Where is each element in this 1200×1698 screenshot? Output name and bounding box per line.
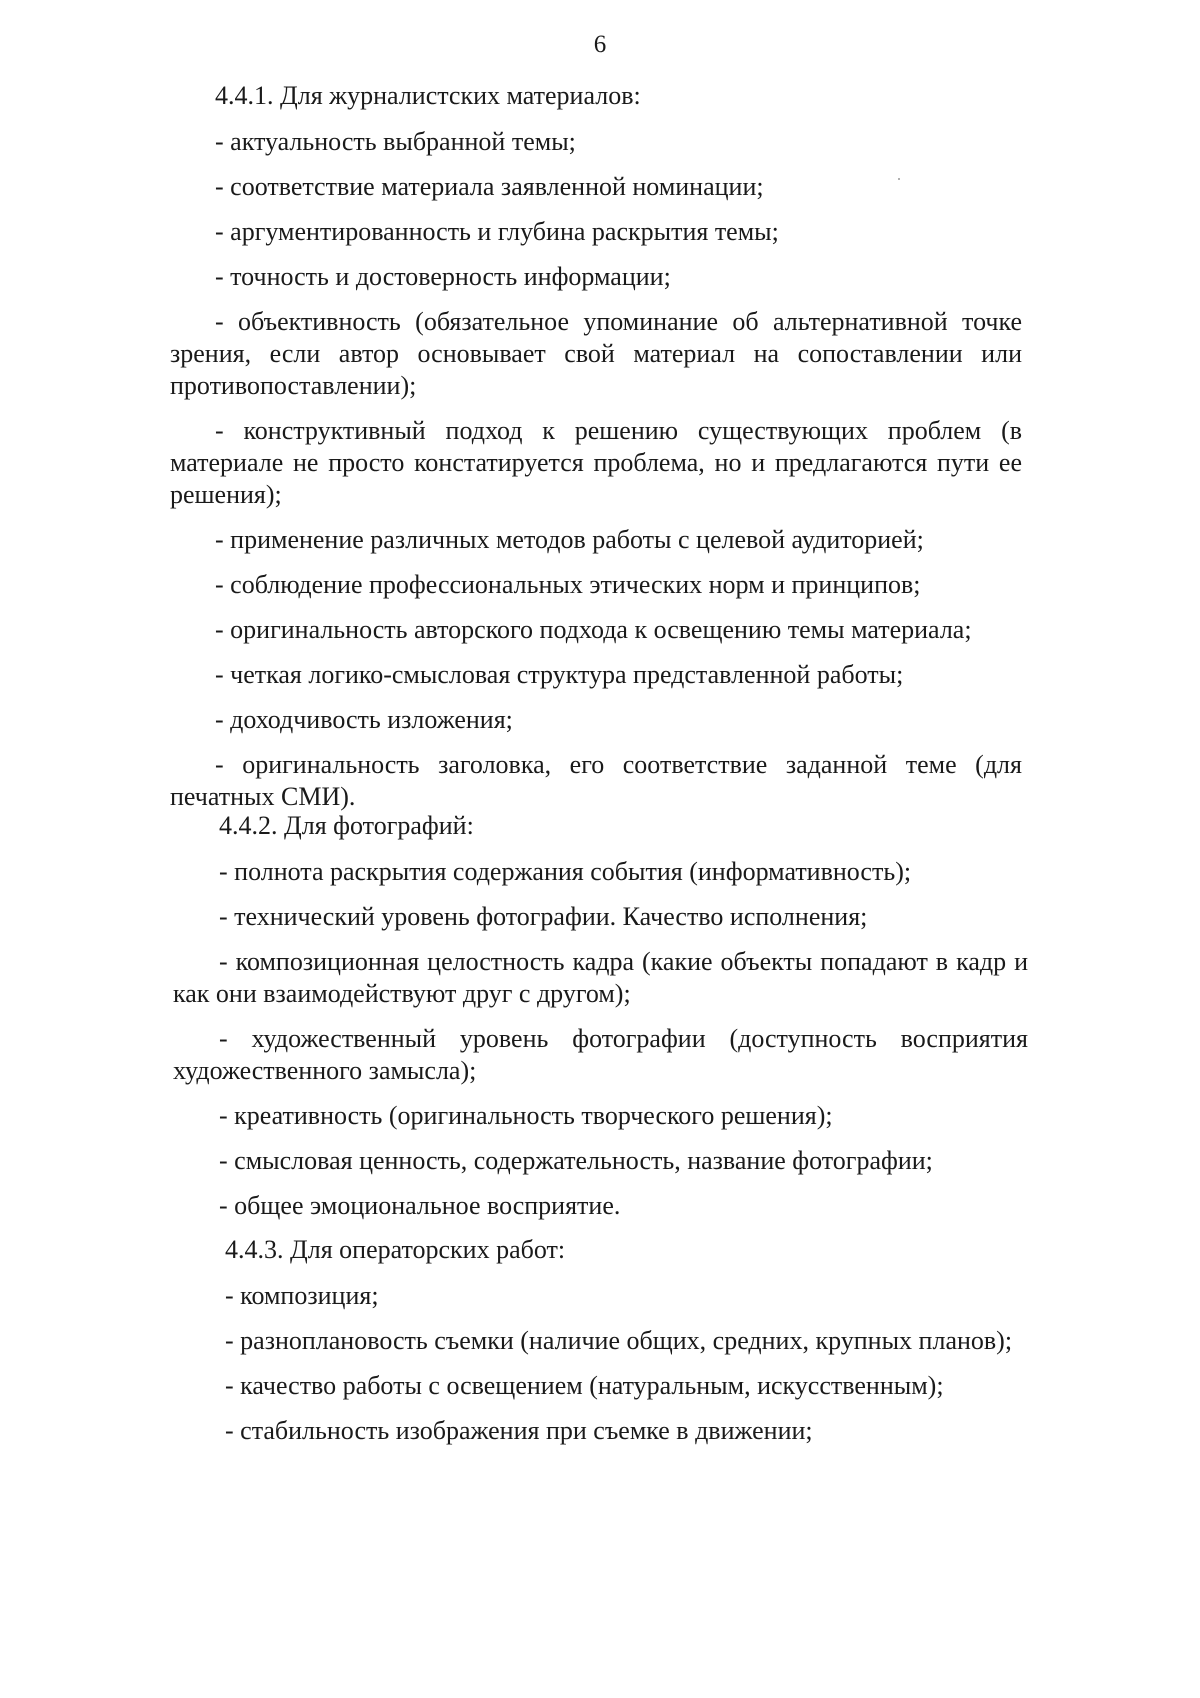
criterion-item: - соблюдение профессиональных этических норм и принципов; [215, 570, 921, 599]
page-number: 6 [593, 31, 607, 58]
criterion-item: - качество работы с освещением (натуральным, искусственным); [225, 1371, 944, 1400]
criterion-item: - актуальность выбранной темы; [215, 127, 576, 156]
criterion-item: - оригинальность заголовка, его соответствие заданной теме (для печатных СМИ). [170, 750, 1022, 811]
section-photographs [0, 810, 1200, 1222]
criterion-item: - четкая логико-смысловая структура представленной работы; [215, 660, 904, 689]
criterion-item: - композиция; [225, 1281, 379, 1310]
criterion-item: - разноплановость съемки (наличие общих, средних, крупных планов); [225, 1326, 1013, 1355]
criterion-item: - стабильность изображения при съемке в движении; [225, 1416, 813, 1445]
section-camera-work [0, 1234, 1200, 1447]
section-heading: 4.4.1. Для журналистских материалов: [215, 81, 641, 110]
section-journalistic-materials [0, 80, 1200, 813]
criterion-item: - оригинальность авторского подхода к освещению темы материала; [215, 615, 972, 644]
criterion-item: - технический уровень фотографии. Качество исполнения; [219, 902, 868, 931]
criterion-item: - соответствие материала заявленной номинации; [215, 172, 764, 201]
criterion-item: - художественный уровень фотографии (доступность восприятия художественного замысла); [173, 1024, 1028, 1085]
criterion-item: - композиционная целостность кадра (какие объекты попадают в кадр и как они взаимодействуют друг с другом); [173, 947, 1028, 1008]
criterion-item: - креативность (оригинальность творческого решения); [219, 1101, 833, 1130]
section-heading: 4.4.2. Для фотографий: [219, 811, 474, 840]
criterion-item: - аргументированность и глубина раскрытия темы; [215, 217, 779, 246]
criterion-item: - доходчивость изложения; [215, 705, 513, 734]
criterion-item: - полнота раскрытия содержания события (информативность); [219, 857, 912, 886]
section-heading: 4.4.3. Для операторских работ: [225, 1235, 566, 1264]
criterion-item: - применение различных методов работы с целевой аудиторией; [215, 525, 924, 554]
criterion-item: - точность и достоверность информации; [215, 262, 671, 291]
criterion-item: - конструктивный подход к решению существующих проблем (в материале не просто констатируется проблема, но и предлагаются пути ее решения); [170, 416, 1022, 509]
criterion-item: - смысловая ценность, содержательность, название фотографии; [219, 1146, 933, 1175]
criterion-item: - объективность (обязательное упоминание об альтернативной точке зрения, если автор основывает свой материал на сопоставлении или противопоставлении); [170, 307, 1022, 400]
criterion-item: - общее эмоциональное восприятие. [219, 1191, 621, 1220]
